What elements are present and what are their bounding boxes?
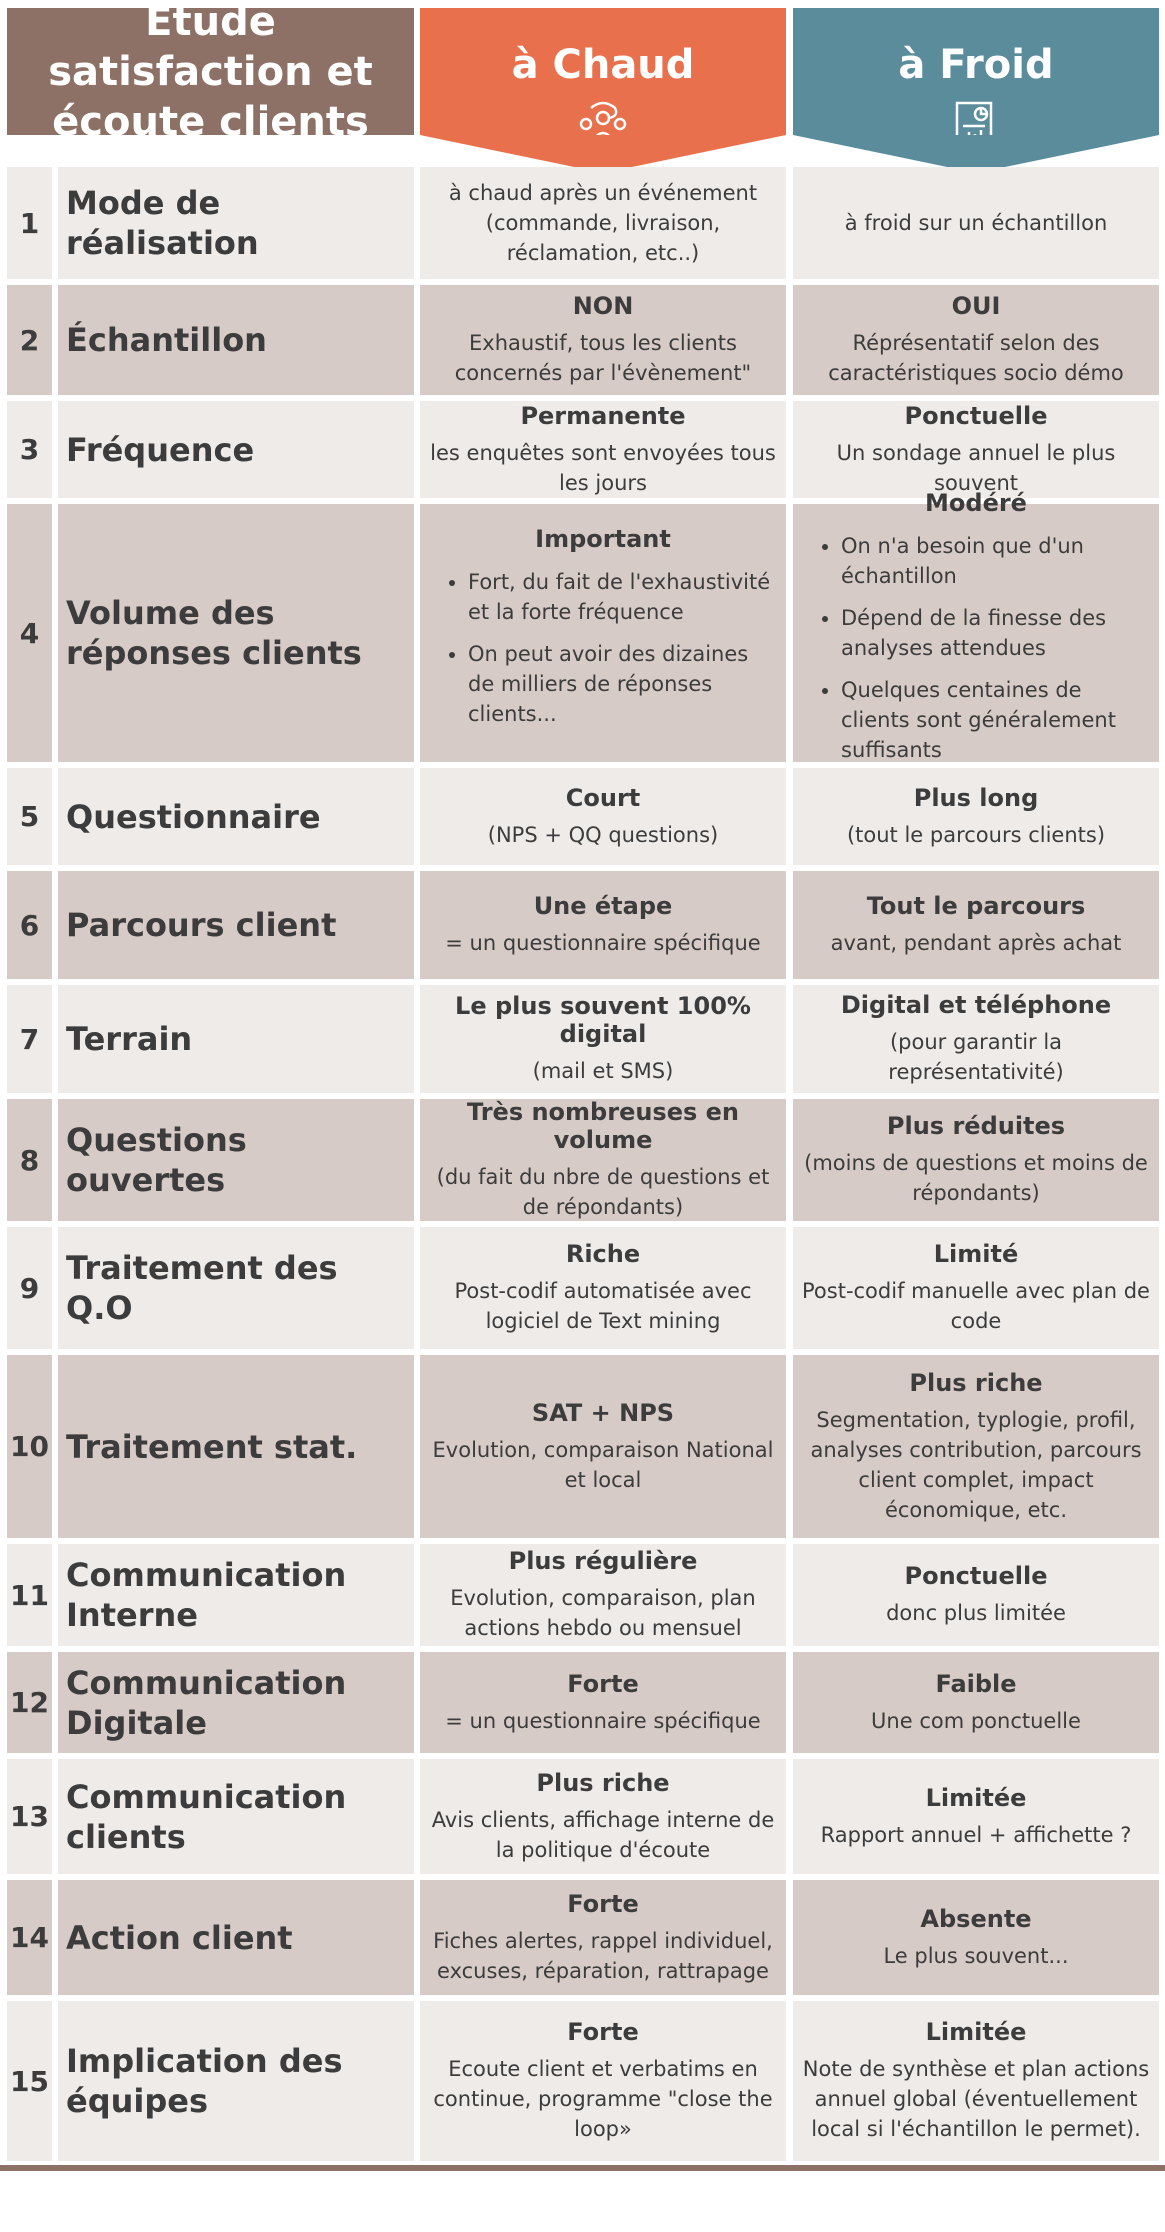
froid-cell-title: Limitée <box>925 2018 1027 2046</box>
chaud-cell-title: Le plus souvent 100% digital <box>455 992 751 1048</box>
row-number: 15 <box>7 2001 52 2161</box>
chaud-cell-text: Post-codif automatisée avec logiciel de Text mining <box>454 1279 752 1333</box>
table-row <box>0 768 1165 865</box>
chaud-cell-text: Fiches alertes, rappel individuel, excuses, réparation, rattrapage <box>433 1928 773 1983</box>
row-label <box>58 1759 414 1874</box>
row-label <box>58 871 414 979</box>
table-row <box>0 1099 1165 1221</box>
froid-cell-title: Limitée <box>925 1783 1027 1812</box>
chaud-cell-text: les enquêtes sont envoyées tous les jours <box>430 440 776 495</box>
chaud-cell-text: (NPS + QQ questions) <box>487 822 719 847</box>
froid-cell-text: (pour garantir la représentativité) <box>888 1030 1064 1084</box>
row-label-text: Terrain <box>66 1020 193 1058</box>
bullet-item: • Fort, du fait de l'exhaustivité et la forte fréquence <box>468 567 778 627</box>
froid-cell <box>793 489 1159 762</box>
page-title <box>7 0 414 145</box>
row-label-text: Traitement des Q.O <box>66 1249 338 1327</box>
froid-cell-text: Une com ponctuelle <box>871 1708 1081 1733</box>
chaud-cell <box>420 2001 786 2161</box>
row-number: 3 <box>7 401 52 498</box>
table-row <box>0 1355 1165 1538</box>
froid-cell <box>793 871 1159 979</box>
froid-cell-text: avant, pendant après achat <box>830 931 1122 955</box>
table-row <box>0 167 1165 279</box>
row-label-text: Communication Digitale <box>66 1663 347 1742</box>
froid-cell-text: Post-codif manuelle avec plan de code <box>802 1279 1150 1333</box>
froid-cell-title: Modéré <box>925 489 1027 517</box>
chaud-cell-title: Plus régulière <box>508 1547 698 1575</box>
row-label <box>58 285 414 395</box>
table-row <box>0 1759 1165 1874</box>
row-number: 6 <box>7 871 52 979</box>
row-number: 14 <box>7 1880 52 1995</box>
chaud-cell-text: Evolution, comparaison, plan actions hebdo ou mensuel <box>450 1586 756 1640</box>
froid-cell <box>793 2001 1159 2161</box>
froid-cell-text: Le plus souvent... <box>883 1943 1069 1968</box>
row-label <box>58 1880 414 1995</box>
row-label <box>58 768 414 865</box>
table-row <box>0 2001 1165 2161</box>
froid-cell-title: Plus riche <box>909 1368 1043 1397</box>
table-row <box>0 285 1165 395</box>
row-label <box>58 167 414 279</box>
chaud-cell-title: Permanente <box>520 401 686 430</box>
chaud-cell <box>420 167 786 279</box>
chaud-cell <box>420 1099 786 1221</box>
froid-cell <box>793 167 1159 279</box>
chaud-cell <box>420 871 786 979</box>
froid-cell-text: Note de synthèse et plan actions annuel global (éventuellement local si l'échantillon le permet). <box>802 2057 1150 2141</box>
froid-cell-title: Absente <box>920 1904 1032 1933</box>
table-row <box>0 1544 1165 1646</box>
table-row <box>0 1652 1165 1753</box>
bullet-item: • Quelques centaines de clients sont généralement suffisants <box>841 675 1151 765</box>
chaud-cell-text: (du fait du nbre de questions et de répondants) <box>436 1165 770 1219</box>
row-label <box>58 2001 414 2161</box>
chaud-cell-text: = un questionnaire spécifique <box>445 1708 761 1733</box>
chaud-cell-title: Très nombreuses en volume <box>466 1098 739 1154</box>
froid-cell-text: à froid sur un échantillon <box>844 211 1108 235</box>
row-number: 12 <box>7 1652 52 1753</box>
column-header-chaud <box>420 8 786 135</box>
table-row <box>0 401 1165 498</box>
row-label-text: Implication des équipes <box>66 2042 343 2120</box>
froid-cell-title: Ponctuelle <box>904 1562 1048 1590</box>
row-number: 11 <box>7 1544 52 1646</box>
chaud-cell <box>420 1880 786 1995</box>
chaud-cell <box>420 985 786 1093</box>
froid-cell-title: Digital et téléphone <box>840 991 1112 1019</box>
chaud-cell-text: à chaud après un événement (commande, livraison, réclamation, etc..) <box>448 181 758 265</box>
row-label-text: Action client <box>66 1918 293 1957</box>
chaud-cell <box>420 1227 786 1349</box>
chaud-cell-text: Avis clients, affichage interne de la politique d'écoute <box>431 1807 775 1862</box>
froid-cell-text: (moins de questions et moins de répondants) <box>804 1151 1148 1205</box>
row-number: 1 <box>7 167 52 279</box>
froid-cell-bullets <box>801 531 1151 777</box>
row-label-text: Échantillon <box>66 321 267 359</box>
froid-cell-title: Plus réduites <box>886 1112 1066 1140</box>
froid-cell <box>793 768 1159 865</box>
froid-cell-title: Ponctuelle <box>904 401 1048 430</box>
row-number: 7 <box>7 985 52 1093</box>
froid-cell <box>793 1652 1159 1753</box>
column-header-chaud-label: à Chaud <box>511 42 695 88</box>
table-row <box>0 985 1165 1093</box>
froid-cell <box>793 1880 1159 1995</box>
chaud-cell-title: Plus riche <box>536 1768 670 1797</box>
table-row <box>0 871 1165 979</box>
froid-cell <box>793 1544 1159 1646</box>
froid-cell-title: Limité <box>933 1240 1019 1268</box>
row-label-text: Communication Interne <box>66 1556 347 1634</box>
chaud-cell-title: NON <box>572 292 634 320</box>
bottom-divider <box>0 2165 1165 2171</box>
froid-cell-title: OUI <box>951 292 1001 320</box>
chaud-cell-text: Evolution, comparaison National et local <box>432 1437 774 1492</box>
chaud-cell-text: Ecoute client et verbatims en continue, programme "close the loop» <box>433 2057 773 2141</box>
row-label <box>58 401 414 498</box>
chaud-cell-title: Court <box>565 783 641 812</box>
chaud-cell-title: Forte <box>567 1669 639 1698</box>
froid-cell-text: Segmentation, typlogie, profil, analyses contribution, parcours client complet, impact économique, etc. <box>810 1407 1142 1522</box>
row-number: 2 <box>7 285 52 395</box>
row-label-text: Parcours client <box>66 906 337 944</box>
froid-cell <box>793 1759 1159 1874</box>
table-row <box>0 1227 1165 1349</box>
chaud-cell-title: Forte <box>567 1889 639 1918</box>
column-header-froid-label: à Froid <box>898 42 1054 88</box>
bullet-item: • Dépend de la finesse des analyses attendues <box>841 603 1151 663</box>
chaud-cell-title: Riche <box>565 1240 641 1268</box>
row-label <box>58 1227 414 1349</box>
row-label-text: Fréquence <box>66 430 255 469</box>
row-number: 10 <box>7 1355 52 1538</box>
froid-cell <box>793 1227 1159 1349</box>
column-header-froid <box>793 8 1159 135</box>
row-label <box>58 1652 414 1753</box>
chaud-cell-title: SAT + NPS <box>531 1398 675 1427</box>
froid-cell-text: (tout le parcours clients) <box>846 822 1106 847</box>
chaud-cell <box>420 401 786 498</box>
chaud-cell-text: Exhaustif, tous les clients concernés par l'évènement" <box>454 331 752 385</box>
chaud-cell <box>420 768 786 865</box>
row-label-text: Questions ouvertes <box>66 1121 247 1199</box>
chaud-cell-title: Important <box>535 525 671 553</box>
froid-cell <box>793 1099 1159 1221</box>
froid-cell <box>793 1355 1159 1538</box>
row-label <box>58 504 414 762</box>
chaud-cell-text: (mail et SMS) <box>532 1059 674 1083</box>
chaud-cell-text: = un questionnaire spécifique <box>445 931 761 955</box>
row-label <box>58 985 414 1093</box>
froid-cell <box>793 285 1159 395</box>
chaud-cell <box>420 1544 786 1646</box>
froid-cell-text: Réprésentatif selon des caractéristiques socio démo <box>828 331 1124 385</box>
chaud-cell <box>420 285 786 395</box>
chaud-cell <box>420 1759 786 1874</box>
chaud-cell-title: Forte <box>567 2018 639 2046</box>
row-label-text: Mode de réalisation <box>66 184 259 262</box>
page-title-text: Etude satisfaction et écoute clients <box>48 0 373 145</box>
froid-cell-title: Faible <box>935 1669 1017 1698</box>
row-label-text: Traitement stat. <box>66 1427 358 1466</box>
froid-cell-text: Rapport annuel + affichette ? <box>820 1822 1132 1847</box>
row-label <box>58 1099 414 1221</box>
chaud-cell <box>420 1652 786 1753</box>
bullet-item: • On n'a besoin que d'un échantillon <box>841 531 1151 591</box>
row-label-text: Volume des réponses clients <box>66 594 362 672</box>
row-label <box>58 1544 414 1646</box>
chaud-cell-bullets <box>428 567 778 741</box>
chaud-cell-title: Une étape <box>533 892 673 920</box>
row-label-text: Questionnaire <box>66 797 321 836</box>
row-number: 8 <box>7 1099 52 1221</box>
row-number: 4 <box>7 504 52 762</box>
froid-cell <box>793 401 1159 498</box>
row-label-text: Communication clients <box>66 1777 347 1856</box>
froid-cell-text: donc plus limitée <box>886 1601 1066 1625</box>
froid-cell-title: Tout le parcours <box>866 892 1086 920</box>
froid-cell <box>793 985 1159 1093</box>
row-number: 9 <box>7 1227 52 1349</box>
froid-cell-title: Plus long <box>913 783 1039 812</box>
chaud-cell <box>420 504 786 762</box>
table-row <box>0 489 1165 762</box>
row-number: 13 <box>7 1759 52 1874</box>
froid-cell-text: Un sondage annuel le plus souvent <box>836 440 1116 495</box>
row-label <box>58 1355 414 1538</box>
row-number: 5 <box>7 768 52 865</box>
table-row <box>0 1880 1165 1995</box>
bullet-item: • On peut avoir des dizaines de milliers de réponses clients... <box>468 639 778 729</box>
chaud-cell <box>420 1355 786 1538</box>
